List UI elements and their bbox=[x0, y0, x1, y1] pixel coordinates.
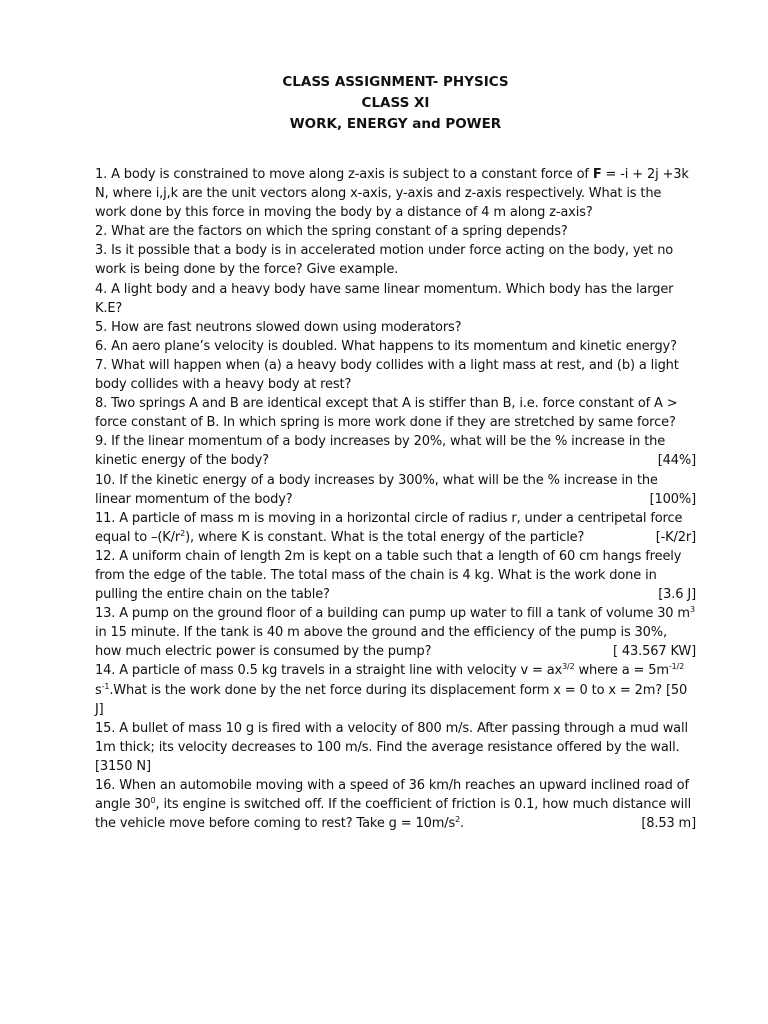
question-list bbox=[95, 165, 696, 833]
question-7: 7. What will happen when (a) a heavy body collides with a light mass at rest, and (b) a light body collides with a heavy body at rest? bbox=[95, 357, 679, 393]
question-11: 11. A particle of mass m is moving in a horizontal circle of radius r, under a centripetal force equal to $-(K/r^2)$, where K is constant. What is the total energy of the particle? [-K/2r] bbox=[95, 509, 696, 547]
document-header bbox=[95, 72, 696, 135]
question-10: 10. If the kinetic energy of a body increases by 300%, what will be the % increase in the linear momentum of the body? [100%] bbox=[95, 471, 696, 509]
answer-10: [100%] bbox=[649, 491, 696, 507]
answer-16: [8.53 m] bbox=[641, 816, 696, 832]
question-14: 14. A particle of mass 0.5 kg travels in a straight line with velocity $v = ax^{3/2}$ where $a = 5m^{-1/2}$ $s^{-1}.What$ is the work done by the net force during its displacement form x = 0 to x = 2m? [50 J] bbox=[95, 662, 688, 717]
header-title: CLASS ASSIGNMENT- PHYSICS bbox=[282, 74, 509, 90]
question-16: 16. When an automobile moving with a speed of 36 km/h reaches an upward inclined road of angle $30^0$, its engine is switched off. If the coefficient of friction is 0.1, how much distance will the vehicle move before coming to rest? Take $g = 10m/s^2$. [8.53 m] bbox=[95, 776, 696, 833]
question-2: 2. What are the factors on which the spring constant of a spring depends? bbox=[95, 224, 568, 240]
answer-9: [44%] bbox=[657, 453, 696, 469]
question-8: 8. Two springs A and B are identical except that A is stiffer than B, i.e. force constant of A > force constant of B. In which spring is more work done if they are stretched by same force? bbox=[95, 396, 678, 431]
question-3: 3. Is it possible that a body is in accelerated motion under force acting on the body, yet no work is being done by the force? Give example. bbox=[95, 243, 674, 278]
answer-11: [-K/2r] bbox=[655, 529, 696, 545]
question-4: 4. A light body and a heavy body have same linear momentum. Which body has the larger K.E? bbox=[95, 281, 674, 316]
question-15: 15. A bullet of mass 10 g is fired with a velocity of 800 m/s. After passing through a mud wall 1m thick; its velocity decreases to 100 m/s. Find the average resistance offered by the wall. [3150 N] bbox=[95, 720, 688, 774]
answer-15: [3150 N] bbox=[95, 758, 151, 774]
question-5: 5. How are fast neutrons slowed down using moderators? bbox=[95, 319, 462, 335]
question-1: 1. A body is constrained to move along z-axis is subject to a constant force of F = -i + 2j +3k N, where i,j,k are the unit vectors along x-axis, y-axis and z-axis respectively. What is the work done by this force in moving the body by a distance of 4 m along z-axis? bbox=[95, 167, 689, 221]
question-13: 13. A pump on the ground floor of a building can pump up water to fill a tank of volume 30 $m^3$ in 15 minute. If the tank is 40 m above the ground and the efficiency of the pump is 30%, how much electric power is consumed by the pump? [ 43.567 KW] bbox=[95, 604, 696, 661]
header-topic: WORK, ENERGY and POWER bbox=[289, 116, 502, 132]
question-12: 12. A uniform chain of length 2m is kept on a table such that a length of 60 cm hangs freely from the edge of the table. The total mass of the chain is 4 kg. What is the work done in pulling the entire chain on the table? [3.6 J] bbox=[95, 547, 696, 604]
answer-13: [ 43.567 KW] bbox=[612, 644, 696, 660]
answer-12: [3.6 J] bbox=[658, 587, 696, 603]
question-6: 6. An aero plane’s velocity is doubled. What happens to its momentum and kinetic energy? bbox=[95, 338, 677, 354]
header-class: CLASS XI bbox=[361, 95, 430, 111]
question-9: 9. If the linear momentum of a body increases by 20%, what will be the % increase in the kinetic energy of the body? [44%] bbox=[95, 432, 696, 470]
